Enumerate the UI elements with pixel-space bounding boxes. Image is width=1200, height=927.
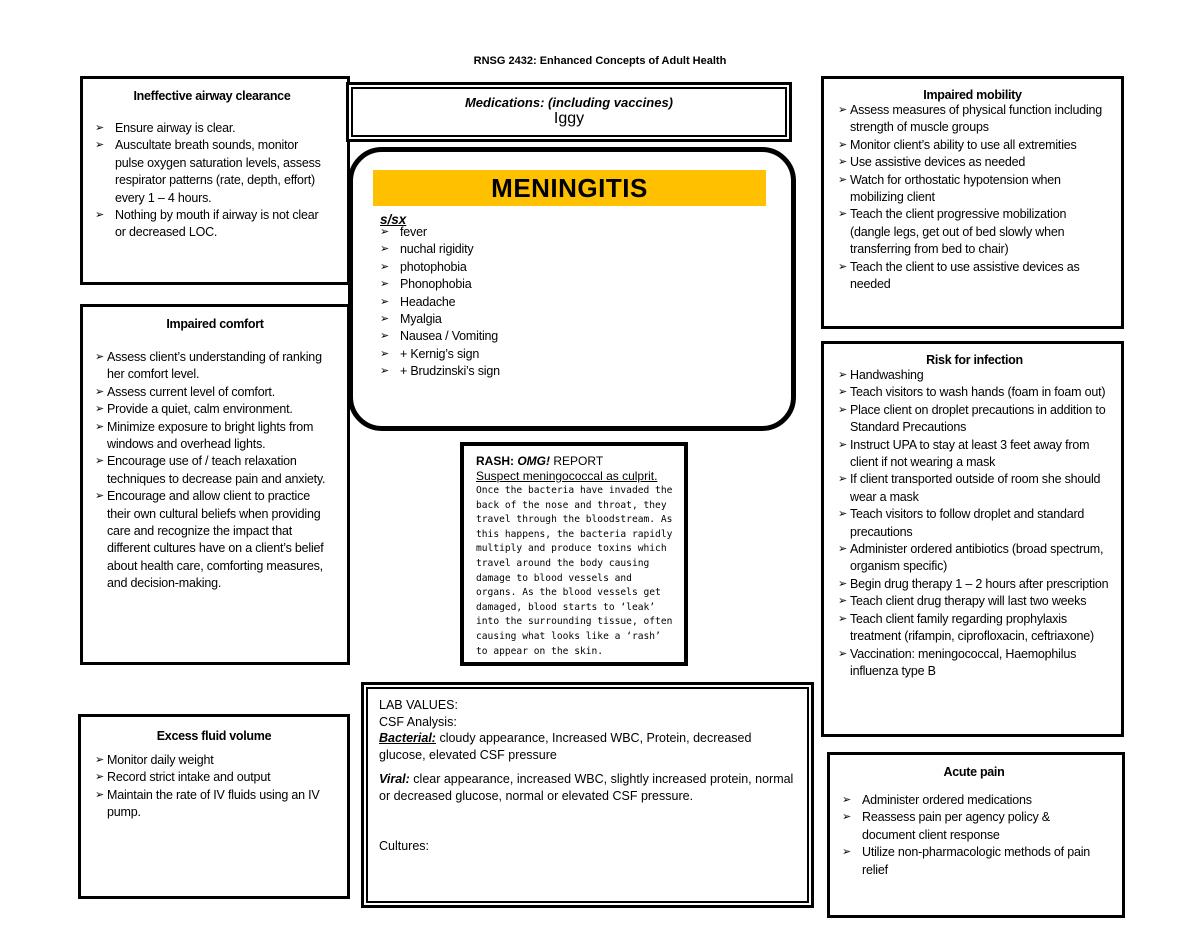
list-item xyxy=(380,241,769,258)
list-item xyxy=(838,471,1111,506)
list-item xyxy=(838,259,1107,294)
list-item xyxy=(838,506,1111,541)
list-item xyxy=(838,646,1111,681)
arrow-bullet-icon: ➢ xyxy=(380,260,390,273)
arrow-bullet-icon: ➢ xyxy=(380,278,390,291)
list-item-text: nuchal rigidity xyxy=(400,242,474,257)
list-item-text: Teach client drug therapy will last two weeks xyxy=(850,594,1087,609)
list-item xyxy=(95,207,329,242)
arrow-bullet-icon: ➢ xyxy=(380,295,390,308)
list-item-text: Handwashing xyxy=(850,368,924,382)
list-item-text: Encourage and allow client to practice their own cultural beliefs when providing care and recognize the impact that different cultures have on a client’s belief about health care, comforting measures, and decision-making. xyxy=(107,489,324,591)
impaired-mobility-box xyxy=(821,76,1124,329)
list-item-text: Assess client’s understanding of ranking her comfort level. xyxy=(107,350,322,382)
meningitis-box xyxy=(348,147,796,431)
rash-report: REPORT xyxy=(553,454,604,468)
list-item xyxy=(380,294,769,311)
list-item xyxy=(838,367,1111,384)
arrow-bullet-icon: ➢ xyxy=(838,508,848,521)
arrow-bullet-icon: ➢ xyxy=(95,420,105,433)
lab-title: LAB VALUES: xyxy=(379,698,458,712)
arrow-bullet-icon: ➢ xyxy=(838,104,848,116)
list-item-text: Use assistive devices as needed xyxy=(850,155,1026,170)
arrow-bullet-icon: ➢ xyxy=(95,139,105,152)
arrow-bullet-icon: ➢ xyxy=(95,754,105,766)
bacterial-desc: cloudy appearance, Increased WBC, Protein, decreased glucose, elevated CSF pressure xyxy=(379,731,752,762)
arrow-bullet-icon: ➢ xyxy=(838,543,848,556)
fluid-list xyxy=(95,752,333,822)
list-item xyxy=(95,787,333,822)
list-item xyxy=(95,488,335,592)
pain-title: Acute pain xyxy=(943,765,1005,779)
list-item xyxy=(95,453,335,488)
list-item xyxy=(380,224,769,241)
list-item-text: Phonophobia xyxy=(400,277,472,292)
list-item-text: Assess measures of physical function including strength of muscle groups xyxy=(850,103,1103,135)
csf-label: CSF Analysis: xyxy=(379,714,457,729)
list-item xyxy=(838,137,1107,154)
airway-list xyxy=(95,120,329,242)
mobility-title: Impaired mobility xyxy=(923,88,1022,102)
list-item-text: Teach client family regarding prophylaxis treatment (rifampin, ciprofloxacin, ceftriaxone) xyxy=(850,611,1094,644)
arrow-bullet-icon: ➢ xyxy=(380,243,390,256)
impaired-comfort-box xyxy=(80,304,350,665)
list-item-text: Minimize exposure to bright lights from windows and overhead lights. xyxy=(107,419,314,452)
list-item-text: Watch for orthostatic hypotension when mobilizing client xyxy=(850,172,1061,205)
list-item xyxy=(838,437,1111,472)
list-item-text: Teach visitors to wash hands (foam in foam out) xyxy=(850,385,1106,400)
list-item xyxy=(95,769,333,786)
list-item-text: Reassess pain per agency policy & document client response xyxy=(862,810,1050,842)
list-item xyxy=(380,346,769,363)
arrow-bullet-icon: ➢ xyxy=(838,208,848,221)
list-item xyxy=(95,419,335,454)
arrow-bullet-icon: ➢ xyxy=(95,385,105,398)
list-item xyxy=(838,402,1111,437)
arrow-bullet-icon: ➢ xyxy=(95,771,105,784)
list-item xyxy=(380,363,769,380)
acute-pain-box xyxy=(827,752,1125,918)
list-item xyxy=(842,809,1106,844)
arrow-bullet-icon: ➢ xyxy=(838,595,848,608)
arrow-bullet-icon: ➢ xyxy=(95,490,105,503)
list-item-text: photophobia xyxy=(400,259,467,274)
arrow-bullet-icon: ➢ xyxy=(380,330,390,343)
list-item-text: Ensure airway is clear. xyxy=(115,121,236,135)
list-item-text: Record strict intake and output xyxy=(107,770,271,785)
list-item-text: Begin drug therapy 1 – 2 hours after prescription xyxy=(850,576,1109,591)
arrow-bullet-icon: ➢ xyxy=(95,403,105,416)
list-item xyxy=(95,401,335,418)
list-item xyxy=(842,792,1106,809)
list-item xyxy=(95,120,329,137)
list-item-text: Administer ordered medications xyxy=(862,793,1032,807)
list-item-text: If client transported outside of room she should wear a mask xyxy=(850,472,1101,504)
list-item-text: Headache xyxy=(400,294,456,309)
list-item-text: Myalgia xyxy=(400,312,442,327)
rash-body: Once the bacteria have invaded the back of the nose and throat, they travel through the bloodstream. As this happens, the bacteria rapidly multiply and produce toxins which travel around the body causing damage to blood vessels and organs. As the blood vessels get damaged, blood starts to ‘leak’ into the surrounding tissue, often causing what looks like a ‘rash’ to appear on the skin. xyxy=(476,485,673,657)
arrow-bullet-icon: ➢ xyxy=(838,369,848,381)
list-item-text: Utilize non-pharmacologic methods of pain relief xyxy=(862,845,1091,877)
list-item xyxy=(95,752,333,769)
arrow-bullet-icon: ➢ xyxy=(838,156,848,169)
arrow-bullet-icon: ➢ xyxy=(838,612,848,625)
medications-subtitle: Iggy xyxy=(553,110,585,127)
arrow-bullet-icon: ➢ xyxy=(838,577,848,590)
list-item xyxy=(95,137,329,207)
arrow-bullet-icon: ➢ xyxy=(838,386,848,399)
list-item-text: Nothing by mouth if airway is not clear or decreased LOC. xyxy=(115,208,319,240)
list-item xyxy=(838,154,1107,171)
list-item-text: Maintain the rate of IV fluids using an IV pump. xyxy=(107,787,320,820)
arrow-bullet-icon: ➢ xyxy=(838,173,848,186)
symptoms-list xyxy=(380,224,769,381)
list-item-text: Provide a quiet, calm environment. xyxy=(107,402,293,417)
list-item xyxy=(380,328,769,345)
arrow-bullet-icon: ➢ xyxy=(380,347,390,360)
arrow-bullet-icon: ➢ xyxy=(842,846,852,859)
infection-title: Risk for infection xyxy=(926,353,1023,367)
arrow-bullet-icon: ➢ xyxy=(838,260,848,273)
list-item-text: Monitor daily weight xyxy=(107,753,214,767)
list-item xyxy=(842,844,1106,879)
cultures-label: Cultures: xyxy=(379,838,430,853)
arrow-bullet-icon: ➢ xyxy=(838,403,848,416)
comfort-list xyxy=(95,349,335,593)
list-item xyxy=(380,311,769,328)
airway-title: Ineffective airway clearance xyxy=(133,89,291,103)
list-item-text: Teach the client to use assistive devices as needed xyxy=(850,259,1080,292)
list-item-text: Teach visitors to follow droplet and standard precautions xyxy=(850,507,1085,539)
arrow-bullet-icon: ➢ xyxy=(380,313,390,326)
list-item-text: Administer ordered antibiotics (broad spectrum, organism specific) xyxy=(850,542,1104,574)
viral-label: Viral: xyxy=(379,772,410,787)
list-item xyxy=(838,172,1107,207)
list-item-text: Auscultate breath sounds, monitor pulse oxygen saturation levels, assess respirator patterns (rate, depth, effort) every 1 – 4 hours. xyxy=(115,138,321,205)
comfort-title: Impaired comfort xyxy=(166,317,264,331)
pain-list xyxy=(842,792,1106,879)
rash-omg: OMG! xyxy=(517,454,551,468)
rash-box xyxy=(460,442,688,666)
meningitis-banner: MENINGITIS xyxy=(373,170,766,206)
viral-text xyxy=(379,771,797,804)
arrow-bullet-icon: ➢ xyxy=(842,811,852,824)
list-item-text: + Kernig’s sign xyxy=(400,346,480,361)
list-item xyxy=(838,206,1107,258)
list-item-text: Instruct UPA to stay at least 3 feet away from client if not wearing a mask xyxy=(850,437,1090,470)
arrow-bullet-icon: ➢ xyxy=(95,788,105,801)
arrow-bullet-icon: ➢ xyxy=(838,138,848,151)
list-item xyxy=(838,611,1111,646)
arrow-bullet-icon: ➢ xyxy=(838,647,848,660)
list-item xyxy=(838,102,1107,137)
list-item xyxy=(380,276,769,293)
list-item xyxy=(838,384,1111,401)
list-item-text: Teach the client progressive mobilization (dangle legs, get out of bed slowly when transferring from bed to chair) xyxy=(850,207,1067,257)
list-item-text: Place client on droplet precautions in addition to Standard Precautions xyxy=(850,402,1106,435)
sx-label: s/sx xyxy=(380,212,407,227)
arrow-bullet-icon: ➢ xyxy=(380,365,390,378)
bacterial-label: Bacterial: xyxy=(379,731,436,746)
medications-box xyxy=(346,82,792,142)
list-item-text: Monitor client’s ability to use all extremities xyxy=(850,137,1077,152)
list-item xyxy=(838,593,1111,610)
arrow-bullet-icon: ➢ xyxy=(380,226,390,238)
rash-label: RASH: xyxy=(476,454,514,468)
list-item xyxy=(380,259,769,276)
rash-suspect: Suspect meningococcal as culprit. xyxy=(476,469,658,483)
risk-infection-box xyxy=(821,341,1124,737)
list-item-text: Nausea / Vomiting xyxy=(400,329,499,344)
list-item-text: fever xyxy=(400,225,427,239)
list-item xyxy=(95,384,335,401)
list-item xyxy=(838,576,1111,593)
mobility-list xyxy=(838,102,1107,293)
arrow-bullet-icon: ➢ xyxy=(95,455,105,468)
arrow-bullet-icon: ➢ xyxy=(838,438,848,451)
viral-desc: clear appearance, increased WBC, slightly increased protein, normal or decreased glucose, normal or elevated CSF pressure. xyxy=(379,772,794,803)
arrow-bullet-icon: ➢ xyxy=(842,794,852,806)
list-item xyxy=(838,541,1111,576)
arrow-bullet-icon: ➢ xyxy=(838,473,848,486)
arrow-bullet-icon: ➢ xyxy=(95,209,105,222)
rash-heading xyxy=(476,454,674,469)
page-title: RNSG 2432: Enhanced Concepts of Adult Health xyxy=(473,55,727,67)
lab-values-box xyxy=(361,682,814,908)
list-item-text: Encourage use of / teach relaxation techniques to decrease pain and anxiety. xyxy=(107,454,326,486)
excess-fluid-box xyxy=(78,714,350,899)
airway-clearance-box xyxy=(80,76,350,285)
infection-list xyxy=(838,367,1111,680)
medications-title: Medications: (including vaccines) xyxy=(464,95,674,110)
list-item-text: + Brudzinski’s sign xyxy=(400,364,500,379)
arrow-bullet-icon: ➢ xyxy=(95,351,105,363)
bacterial-text xyxy=(379,730,797,763)
fluid-title: Excess fluid volume xyxy=(156,729,272,743)
list-item-text: Vaccination: meningococcal, Haemophilus influenza type B xyxy=(850,646,1077,678)
list-item xyxy=(95,349,335,384)
arrow-bullet-icon: ➢ xyxy=(95,122,105,134)
list-item-text: Assess current level of comfort. xyxy=(107,384,275,399)
